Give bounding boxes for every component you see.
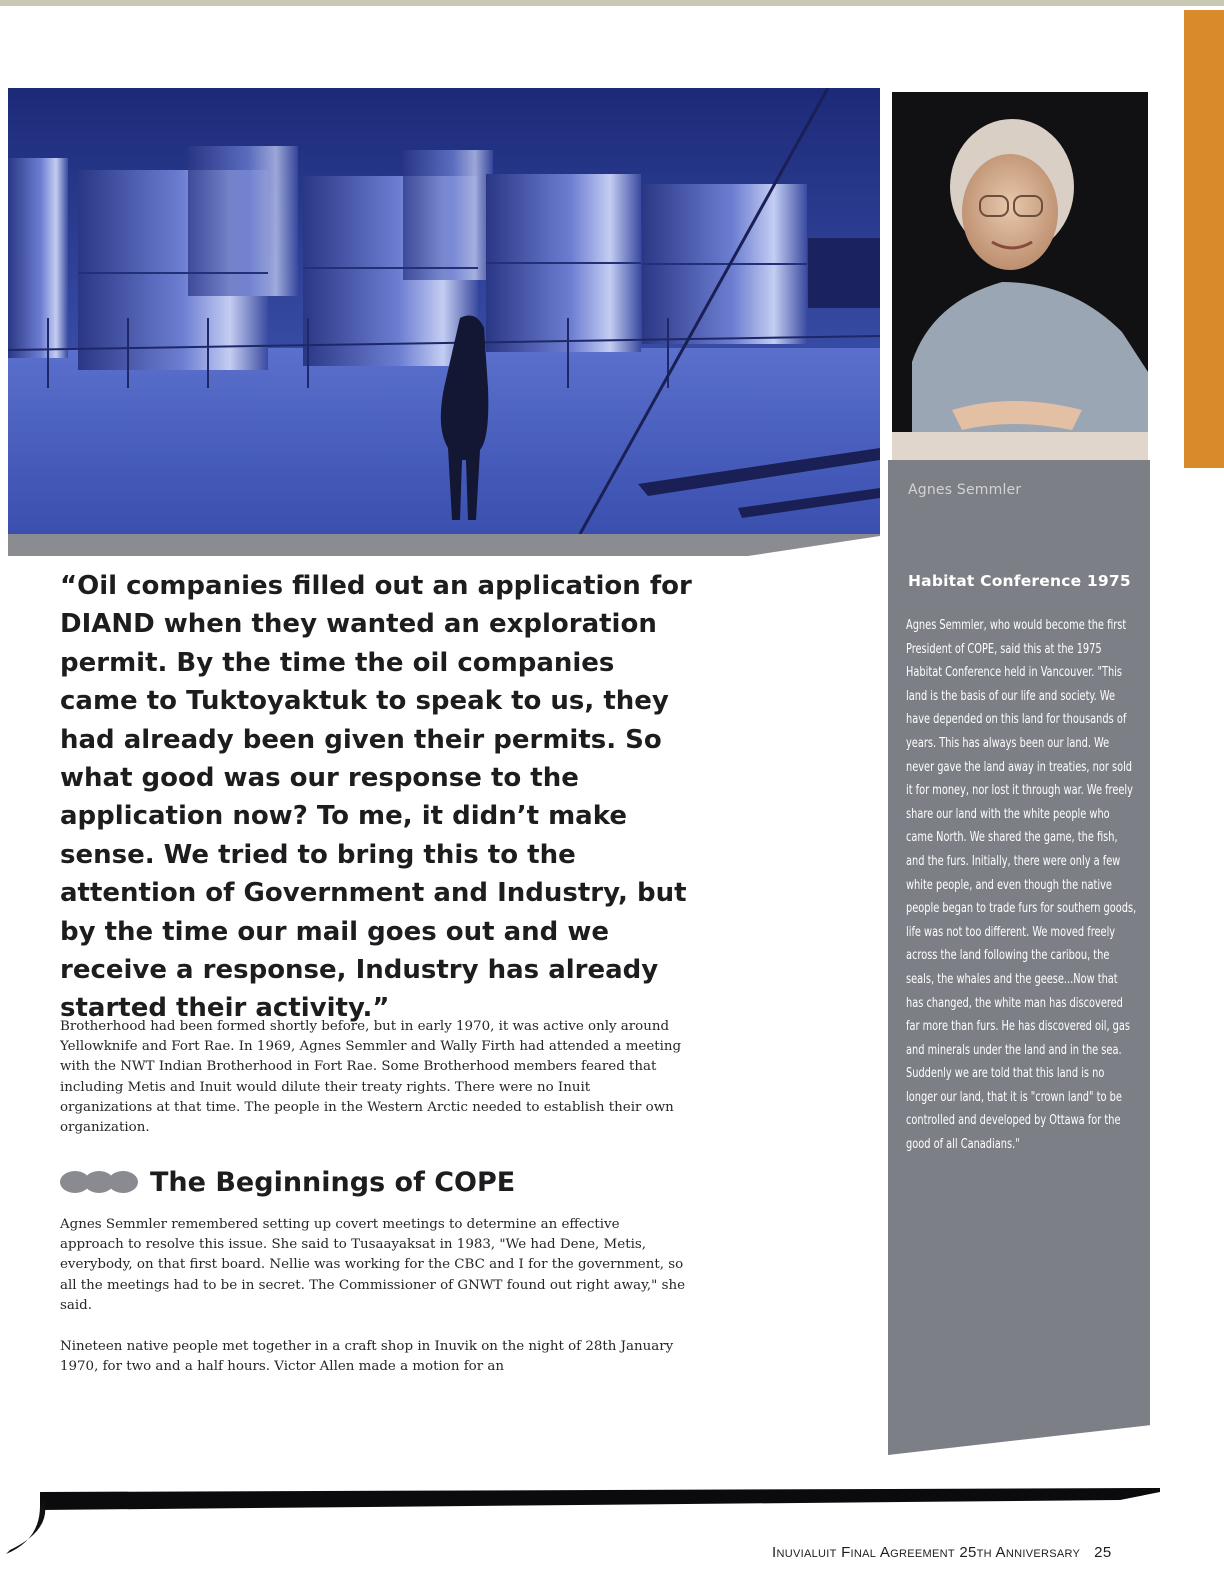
agnes-semmler-portrait — [892, 92, 1148, 460]
section-title: The Beginnings of COPE — [150, 1166, 516, 1198]
section-heading — [60, 1160, 515, 1204]
footer-publication-title: Inuvialuit Final Agreement 25th Anniversary — [772, 1544, 1081, 1561]
pull-quote: “Oil companies filled out an application for DIAND when they wanted an exploration permit. By the time the oil companies came to Tuktoyaktuk to speak to us, they had already been given their permits. So what good was our response to the application now? To me, it didn’t make sense. We tried to bring this to the attention of Government and Industry, but by the time our mail goes out and we receive a response, Industry has already started their activity.” — [60, 571, 692, 1024]
body-paragraph-1: Brotherhood had been formed shortly before, but in early 1970, it was active only around Yellowknife and Fort Rae. In 1969, Agnes Semmler and Wally Firth had attended a meeting with the NWT Indian Brotherhood in Fort Rae. Some Brotherhood members feared that including Metis and Inuit would dilute their treaty rights. There were no Inuit organizations at that time. The people in the Western Arctic needed to establish their own organization. — [60, 1019, 682, 1136]
bottom-black-band — [0, 1478, 1224, 1514]
portrait-caption: Agnes Semmler — [908, 482, 1022, 498]
photo-base-bar — [8, 534, 880, 556]
top-edge-stripe — [0, 0, 1224, 6]
page-number: 25 — [1094, 1544, 1112, 1561]
page-footer — [772, 1544, 1111, 1561]
oil-tanks-photo — [8, 88, 880, 534]
orange-accent-tab — [1184, 10, 1224, 468]
sidebar-body-text: Agnes Semmler, who would become the first President of COPE, said this at the 1975 Habitat Conference held in Vancouver. "This land is the basis of our life and society. We have depended on this land for thousands of years. This has always been our land. We never gave the land away in treaties, nor sold it for money, nor lost it through war. We freely share our land with the white people who came North. We shared the game, the fish, and the furs. Initially, there were only a few white people, and even though the native people began to trade furs for southern goods, life was not too different. We moved freely across the land following the caribou, the seals, the whales and the geese...Now that has changed, the white man has discovered far more than furs. He has discovered oil, gas and minerals under the land and in the sea. Suddenly we are told that this land is no longer our land, that it is "crown land" to be controlled and developed by Ottawa for the good of all Canadians." — [906, 618, 1137, 1153]
section-bullets-icon — [60, 1171, 132, 1193]
corner-curl-mark — [0, 1470, 60, 1560]
sidebar-heading: Habitat Conference 1975 — [908, 572, 1131, 590]
body-paragraph-3: Nineteen native people met together in a craft shop in Inuvik on the night of 28th January 1970, for two and a half hours. Victor Allen made a motion for an — [60, 1339, 674, 1375]
body-paragraph-2: Agnes Semmler remembered setting up covert meetings to determine an effective approach to resolve this issue. She said to Tusaayaksat in 1983, "We had Dene, Metis, everybody, on that first board. Nellie was working for the CBC and I for the government, so all the meetings had to be in secret. The Commissioner of GNWT found out right away," she said. — [60, 1217, 685, 1313]
